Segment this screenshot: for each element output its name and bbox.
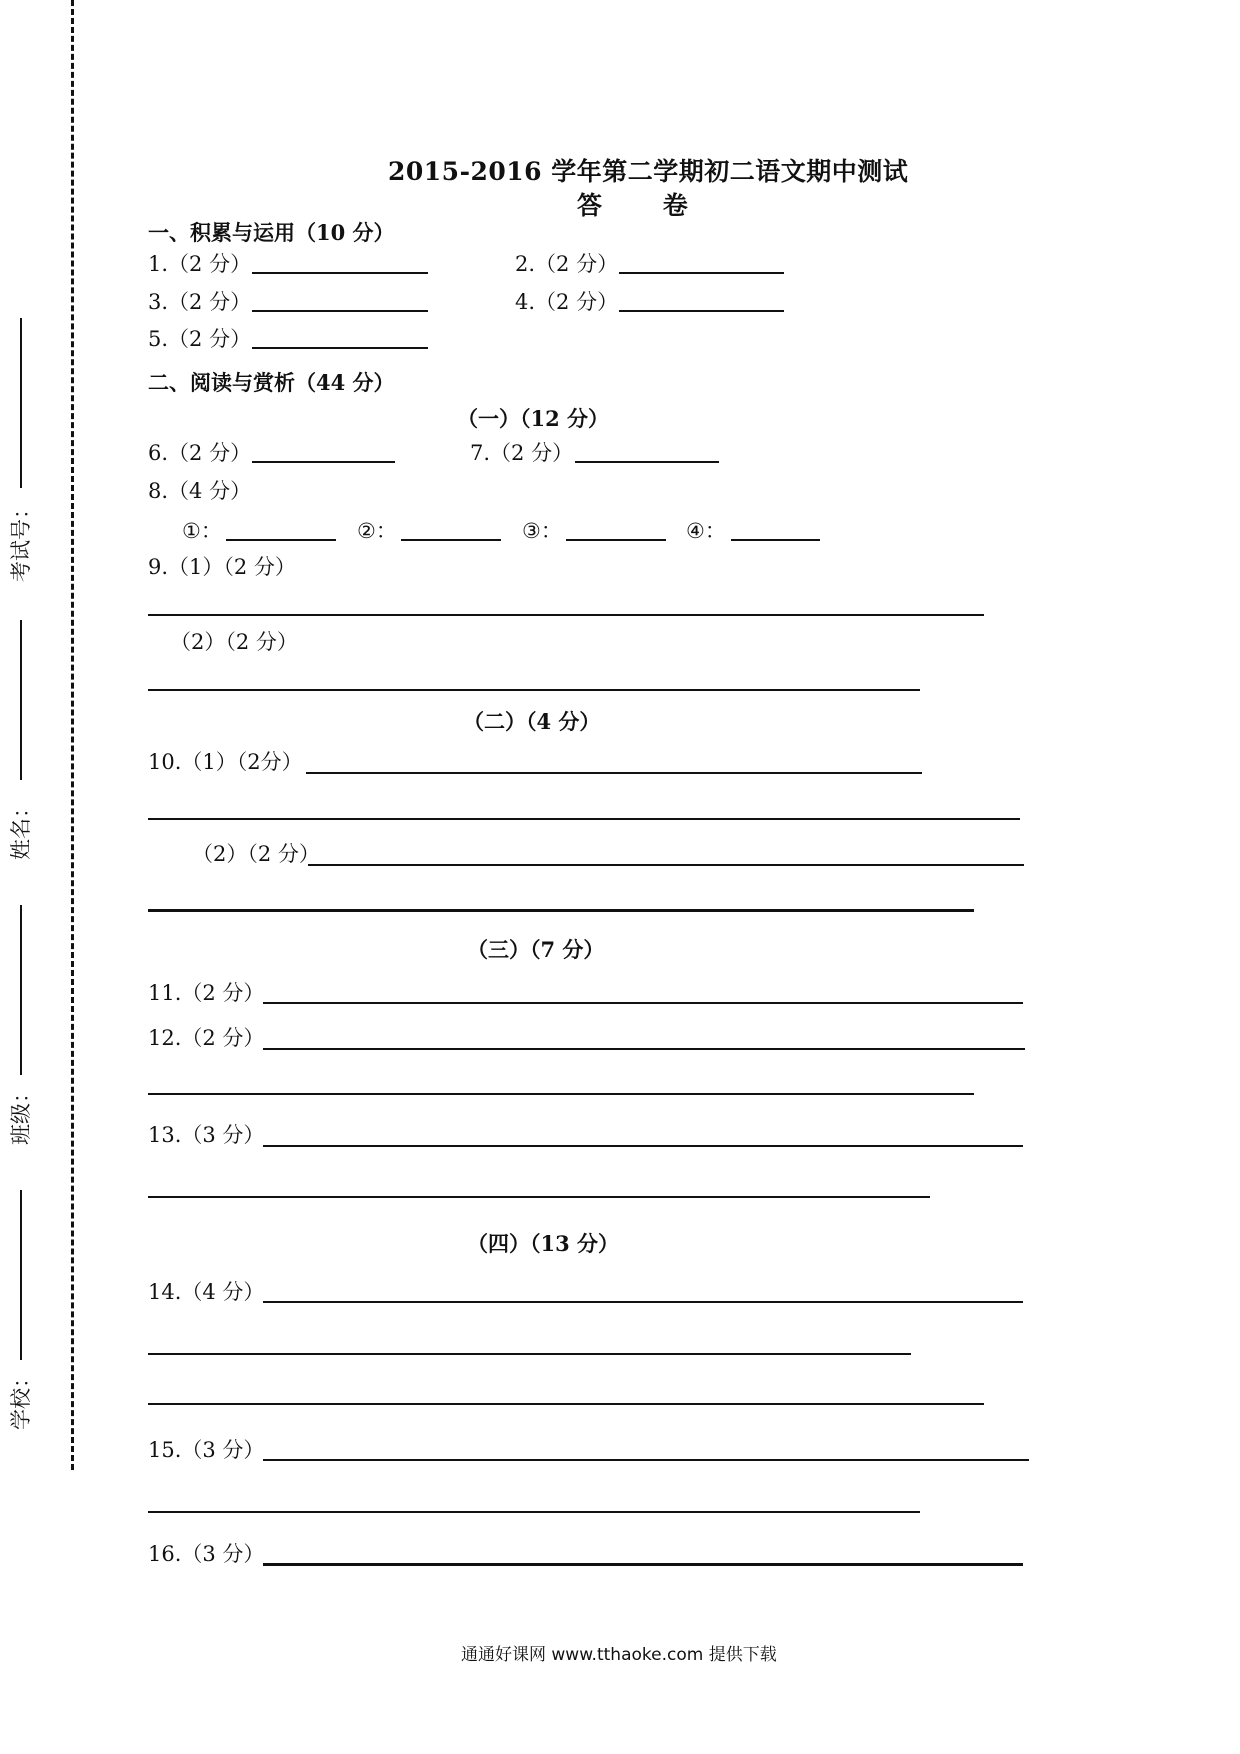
q8-blank-label-2: ②：: [357, 519, 397, 543]
q7-label: 7.（2 分）: [470, 441, 574, 465]
part1-heading: 一、积累与运用（10 分）: [148, 220, 395, 245]
q7-answer-line[interactable]: [575, 461, 719, 463]
q3-label: 3.（2 分）: [148, 290, 252, 314]
q4-label: 4.（2 分）: [515, 290, 619, 314]
q12-answer-line-1[interactable]: [263, 1048, 1025, 1050]
q14-label: 14.（4 分）: [148, 1280, 265, 1304]
q5-label: 5.（2 分）: [148, 327, 252, 351]
q11-label: 11.（2 分）: [148, 981, 265, 1005]
q10-2-answer-line-1[interactable]: [308, 864, 1024, 866]
q15-label: 15.（3 分）: [148, 1438, 265, 1462]
section2-heading: （二）（4 分）: [463, 709, 601, 734]
q16-label: 16.（3 分）: [148, 1542, 265, 1566]
q10-1-label: 10.（1）（2分）: [148, 750, 303, 774]
name-label: 姓名：: [9, 797, 33, 860]
q2-label: 2.（2 分）: [515, 252, 619, 276]
section4-heading: （四）（13 分）: [467, 1231, 620, 1256]
q8-blank-line-2[interactable]: [401, 539, 501, 541]
q14-answer-line-3[interactable]: [148, 1403, 984, 1405]
q14-answer-line-1[interactable]: [263, 1301, 1023, 1303]
q8-blank-label-4: ④：: [686, 519, 726, 543]
school-label: 学校：: [9, 1367, 33, 1430]
exam-no-underline: [20, 318, 22, 488]
exam-no-label: 考试号：: [9, 498, 33, 582]
q1-answer-line[interactable]: [252, 272, 428, 274]
name-underline: [20, 620, 22, 780]
section1-heading: （一）（12 分）: [457, 406, 610, 431]
q10-1-answer-line-1[interactable]: [306, 772, 922, 774]
q9-2-label: （2）（2 分）: [170, 630, 298, 654]
q11-answer-line[interactable]: [263, 1002, 1023, 1004]
school-underline: [20, 1190, 22, 1360]
q6-label: 6.（2 分）: [148, 441, 252, 465]
part2-heading: 二、阅读与赏析（44 分）: [148, 370, 395, 395]
q13-answer-line-1[interactable]: [263, 1145, 1023, 1147]
q8-label: 8.（4 分）: [148, 479, 252, 503]
binding-dashed-line: [71, 0, 74, 1470]
q8-blank-line-1[interactable]: [226, 539, 336, 541]
page-title: 2015-2016 学年第二学期初二语文期中测试: [388, 157, 909, 186]
q8-blank-line-3[interactable]: [566, 539, 666, 541]
page-subtitle: 答 卷: [577, 191, 714, 220]
q10-1-answer-line-2[interactable]: [148, 818, 1020, 820]
q4-answer-line[interactable]: [619, 310, 784, 312]
q15-answer-line-2[interactable]: [148, 1511, 920, 1513]
q9-2-answer-line[interactable]: [148, 689, 920, 691]
footer-text: 通通好课网 www.tthaoke.com 提供下载: [461, 1645, 777, 1665]
q12-label: 12.（2 分）: [148, 1026, 265, 1050]
q14-answer-line-2[interactable]: [148, 1353, 911, 1355]
q16-answer-line[interactable]: [263, 1563, 1023, 1566]
q13-answer-line-2[interactable]: [148, 1196, 930, 1198]
q15-answer-line-1[interactable]: [263, 1459, 1029, 1461]
class-underline: [20, 905, 22, 1075]
q5-answer-line[interactable]: [252, 347, 428, 349]
q13-label: 13.（3 分）: [148, 1123, 265, 1147]
q2-answer-line[interactable]: [619, 272, 784, 274]
q10-2-label: （2）（2 分）: [192, 842, 320, 866]
q8-blank-label-1: ①：: [182, 519, 222, 543]
class-label: 班级：: [9, 1082, 33, 1145]
q1-label: 1.（2 分）: [148, 252, 252, 276]
q9-1-label: 9.（1）（2 分）: [148, 555, 296, 579]
q6-answer-line[interactable]: [252, 461, 395, 463]
q12-answer-line-2[interactable]: [148, 1093, 974, 1095]
q9-1-answer-line[interactable]: [148, 614, 984, 616]
q8-blank-label-3: ③：: [522, 519, 562, 543]
q8-blank-line-4[interactable]: [731, 539, 820, 541]
section3-heading: （三）（7 分）: [467, 937, 605, 962]
q3-answer-line[interactable]: [252, 310, 428, 312]
q10-2-answer-line-2[interactable]: [148, 909, 974, 912]
